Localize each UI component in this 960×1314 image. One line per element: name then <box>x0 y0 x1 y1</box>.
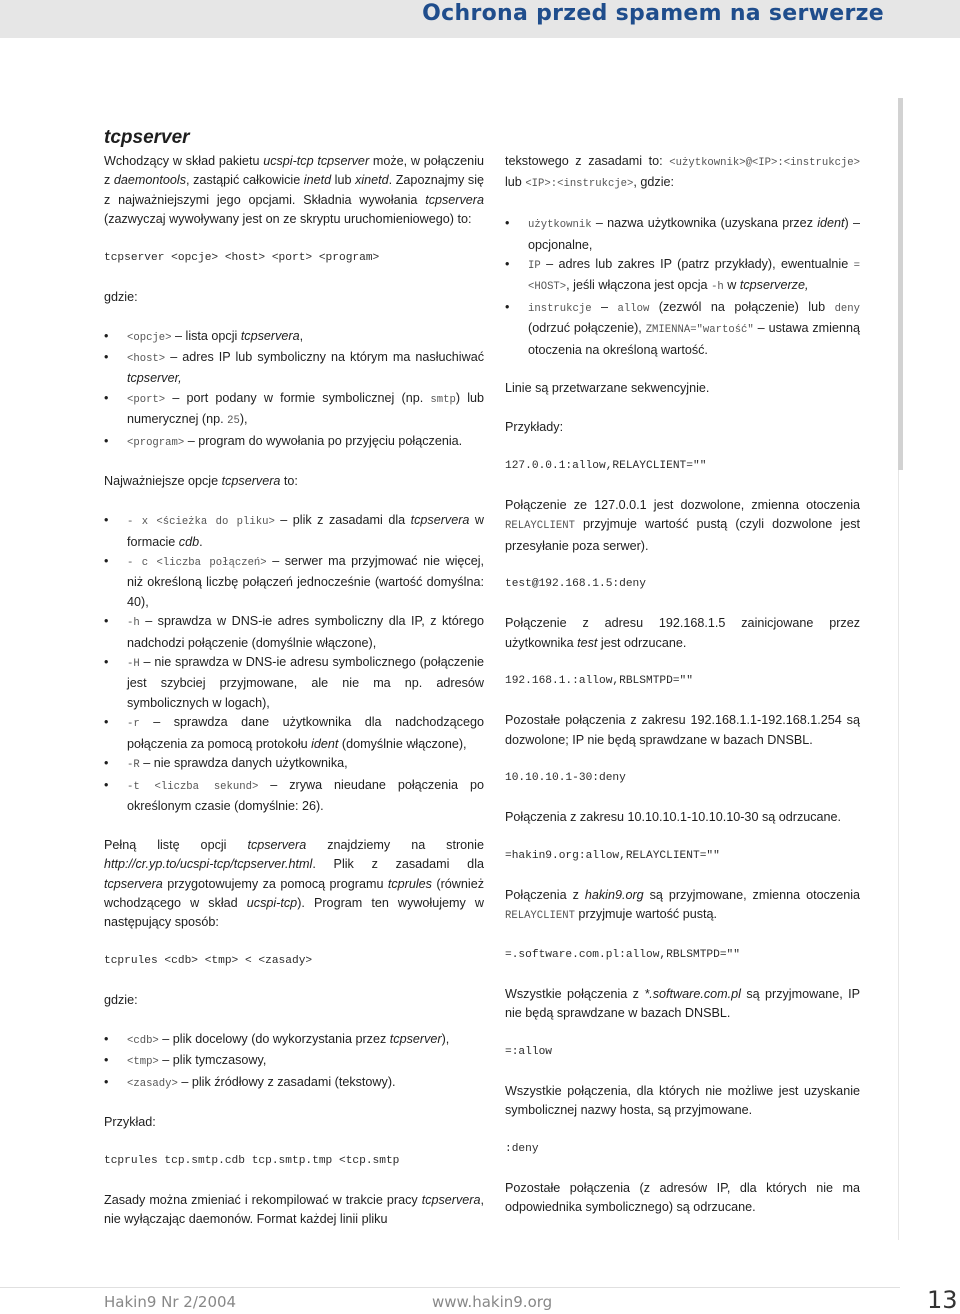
example-5-text: Połączenia z hakin9.org są przyjmowane, zmienna otoczenia RELAYCLIENT przyjmuje wartość pustą. <box>505 887 861 923</box>
example-2-code: test@192.168.1.5:deny <box>505 578 646 591</box>
options-reference-paragraph: Pełną listę opcji tcpservera znajdziemy na stronie http://cr.yp.to/ucspi-tcp/tcpserver.html. Plik z zasadami dla tcpservera przygotowujemy za pomocą programu tcprules (również wchodzącego w skład ucspi-tcp). Program ten wywołujemy w następujący sposób: <box>104 837 484 930</box>
inline-code: <port> <box>127 393 166 406</box>
inline-code: -R <box>127 759 140 772</box>
list-item: • instrukcje – allow (zezwól na połączenie) lub deny (odrzuć połączenie), ZMIENNA="wartość" – ustawa zmienną otoczenia na określoną wartość. <box>505 298 860 360</box>
example-6-code: =.software.com.pl:allow,RBLSMTPD="" <box>505 949 740 962</box>
inline-code: <użytkownik>@<IP>:<instrukcje> <box>669 157 860 169</box>
list-item: • <cdb> – plik docelowy (do wykorzystania przez tcpserver), <box>104 1030 484 1051</box>
list-item: • -h – sprawdza w DNS-ie adres symboliczny dla IP, z którego nadchodzi połączenie (domyślnie włączone), <box>104 612 484 653</box>
inline-code: - c <liczba połączeń> <box>127 557 267 570</box>
files-list <box>104 1030 484 1094</box>
inline-code: deny <box>834 302 860 315</box>
example-6-text: Wszystkie połączenia z *.software.com.pl są przyjmowane, IP nie będą sprawdzane w bazach DNSBL. <box>505 986 860 1021</box>
italic-term: tcpserverze, <box>739 278 809 293</box>
rules-format-intro: tekstowego z zasadami to: <użytkownik>@<IP>:<instrukcje> lub <IP>:<instrukcje>, gdzie: <box>505 154 860 191</box>
list-item: • -H – nie sprawdza w DNS-ie adresu symbolicznego (połączenie jest szybciej przyjmowane, ale nie ma np. adresów symbolicznych w logach), <box>104 653 484 713</box>
italic-term: tcpservera <box>240 328 300 343</box>
closing-paragraph: Zasady można zmieniać i rekompilować w trakcie pracy tcpservera, nie wyłączając daemonów. Format każdej linii pliku <box>104 1192 484 1227</box>
example-3-text: Pozostałe połączenia z zakresu 192.168.1.1-192.168.1.254 są dozwolone; IP nie będą sprawdzane w bazach DNSBL. <box>505 713 860 747</box>
inline-code: <zasady> <box>127 1077 178 1090</box>
inline-code: IP <box>528 260 541 273</box>
inline-code: -H <box>127 658 140 671</box>
syntax-code: tcpserver <opcje> <host> <port> <program> <box>104 252 380 265</box>
inline-code: <opcje> <box>127 331 172 344</box>
italic-term: tcpservera <box>421 1192 481 1207</box>
footer-site-link[interactable]: www.hakin9.org <box>432 1293 553 1311</box>
italic-term: inetd <box>303 173 332 188</box>
gdzie-label-2: gdzie: <box>104 992 138 1007</box>
example-3-code: 192.168.1.:allow,RBLSMTPD="" <box>505 675 693 688</box>
italic-term: xinetd <box>355 173 389 188</box>
column-divider-top <box>898 98 903 470</box>
inline-code: instrukcje <box>528 302 592 315</box>
section-heading: tcpserver <box>104 127 190 148</box>
italic-term: tcpserver <box>389 1031 442 1046</box>
example-1-code: 127.0.0.1:allow,RELAYCLIENT="" <box>505 460 707 473</box>
inline-code: -r <box>127 718 140 731</box>
italic-term: tcpserver, <box>127 371 182 386</box>
italic-term: cdb <box>178 534 200 549</box>
example-label: Przykład: <box>104 1115 156 1130</box>
list-item: • - c <liczba połączeń> – serwer ma przyjmować nie więcej, niż określoną liczbę połączeń jednocześnie (wartość domyślna: 40), <box>104 552 484 612</box>
page-title: Ochrona przed spamem na serwerze <box>422 1 884 26</box>
italic-term: test <box>577 635 598 650</box>
inline-code: smtp <box>430 393 456 406</box>
italic-term: tcprules <box>387 876 432 891</box>
inline-code: allow <box>617 302 650 315</box>
inline-code: -h <box>127 617 140 630</box>
footer-issue: Hakin9 Nr 2/2004 <box>104 1293 237 1311</box>
example-4-text: Połączenia z zakresu 10.10.10.1-10.10.10-30 są odrzucane. <box>505 810 842 825</box>
inline-code: <cdb> <box>127 1034 159 1047</box>
italic-term: tcpservera <box>221 474 281 489</box>
example-2-text: Połączenie z adresu 192.168.1.5 zainicjowane przez użytkownika test jest odrzucane. <box>505 616 860 650</box>
example-4-code: 10.10.10.1-30:deny <box>505 772 626 785</box>
list-item: • -r – sprawdza dane użytkownika dla nadchodzącego połączenia za pomocą protokołu ident (domyślnie włączone), <box>104 713 484 754</box>
italic-term: ident <box>311 736 339 751</box>
rules-fields-list <box>505 214 860 360</box>
italic-term: tcpservera <box>425 192 484 207</box>
page-number: 13 <box>927 1286 958 1314</box>
list-item: • użytkownik – nazwa użytkownika (uzyskana przez ident) – opcjonalne, <box>505 214 860 255</box>
inline-code: użytkownik <box>528 219 592 232</box>
list-item: • -R – nie sprawdza danych użytkownika, <box>104 754 484 775</box>
inline-code: - x <ścieżka do pliku> <box>127 516 275 529</box>
args-list <box>104 327 484 453</box>
italic-term: ident <box>817 216 845 231</box>
sequential-note: Linie są przetwarzane sekwencyjnie. <box>505 381 710 396</box>
tcprules-example-code: tcprules tcp.smtp.cdb tcp.smtp.tmp <tcp.smtp <box>104 1155 400 1168</box>
inline-code: <IP>:<instrukcje> <box>525 178 634 191</box>
list-item: • -t <liczba sekund> – zrywa nieudane połączenia po określonym czasie (domyślnie: 26). <box>104 776 484 817</box>
example-8-code: :deny <box>505 1143 539 1156</box>
inline-code: <program> <box>127 436 185 449</box>
options-intro: Najważniejsze opcje tcpservera to: <box>104 474 298 489</box>
italic-term: ucspi-tcp tcpserver <box>263 154 370 168</box>
list-item: • <port> – port podany w formie symbolicznej (np. smtp) lub numerycznej (np. 25), <box>104 389 484 432</box>
intro-paragraph: Wchodzący w skład pakietu ucspi-tcp tcpserver może, w połączeniu z daemontools, zastąpić całkowicie inetd lub xinetd. Zapoznajmy się z najważniejszymi jego opcjami. Składnia wywołania tcpservera (zazwyczaj wywoływany jest on ze skryptu uruchomieniowego) to: <box>104 154 484 227</box>
list-item: • <host> – adres IP lub symboliczny na którym ma nasłuchiwać tcpserver, <box>104 348 484 389</box>
inline-code: RELAYCLIENT <box>505 520 575 533</box>
italic-term: tcpservera <box>410 513 470 528</box>
column-divider-bottom <box>898 470 899 1240</box>
inline-code: -t <liczba sekund> <box>127 780 259 793</box>
inline-code: =<HOST> <box>528 260 860 294</box>
list-item: • <opcje> – lista opcji tcpservera, <box>104 327 484 348</box>
inline-code: RELAYCLIENT <box>505 910 575 923</box>
italic-term: daemontools <box>113 173 186 188</box>
footer-rule <box>0 1287 900 1288</box>
left-column <box>104 126 484 1230</box>
example-5-code: =hakin9.org:allow,RELAYCLIENT="" <box>505 850 720 863</box>
italic-term: tcpservera <box>247 837 307 852</box>
right-column <box>505 152 860 1218</box>
list-item: • <zasady> – plik źródłowy z zasadami (tekstowy). <box>104 1073 484 1094</box>
italic-term: ucspi-tcp <box>246 895 298 910</box>
italic-term: tcpservera <box>104 876 163 891</box>
inline-code: <tmp> <box>127 1056 159 1069</box>
gdzie-label: gdzie: <box>104 289 138 304</box>
italic-term: *.software.com.pl <box>644 986 741 1001</box>
list-item: • <tmp> – plik tymczasowy, <box>104 1051 484 1072</box>
examples-label: Przykłady: <box>505 420 564 435</box>
example-1-text: Połączenie ze 127.0.0.1 jest dozwolone, zmienna otoczenia RELAYCLIENT przyjmuje wartość pustą (czyli dozwolone jest przesyłanie poza serwer). <box>505 497 860 553</box>
inline-code: -h <box>711 281 724 294</box>
italic-term: hakin9.org <box>584 887 644 902</box>
example-8-text: Pozostałe połączenia (z adresów IP, dla których nie ma odpowiednika symbolicznego) są odrzucane. <box>505 1180 860 1215</box>
italic-term: http://cr.yp.to/ucspi-tcp/tcpserver.html <box>104 857 313 872</box>
list-item: • IP – adres lub zakres IP (patrz przykłady), ewentualnie =<HOST>, jeśli włączona jest opcja -h w tcpserverze, <box>505 255 860 298</box>
inline-code: <host> <box>127 353 166 366</box>
list-item: • <program> – program do wywołania po przyjęciu połączenia. <box>104 432 484 453</box>
inline-code: 25 <box>227 415 240 428</box>
example-7-text: Wszystkie połączenia, dla których nie możliwe jest uzyskanie symbolicznej nazwy hosta, są przyjmowane. <box>505 1083 860 1118</box>
inline-code: ZMIENNA="wartość" <box>645 324 754 337</box>
example-7-code: =:allow <box>505 1046 552 1059</box>
tcprules-syntax-code: tcprules <cdb> <tmp> < <zasady> <box>104 955 313 968</box>
list-item: • - x <ścieżka do pliku> – plik z zasadami dla tcpservera w formacie cdb. <box>104 511 484 552</box>
options-list <box>104 511 484 816</box>
